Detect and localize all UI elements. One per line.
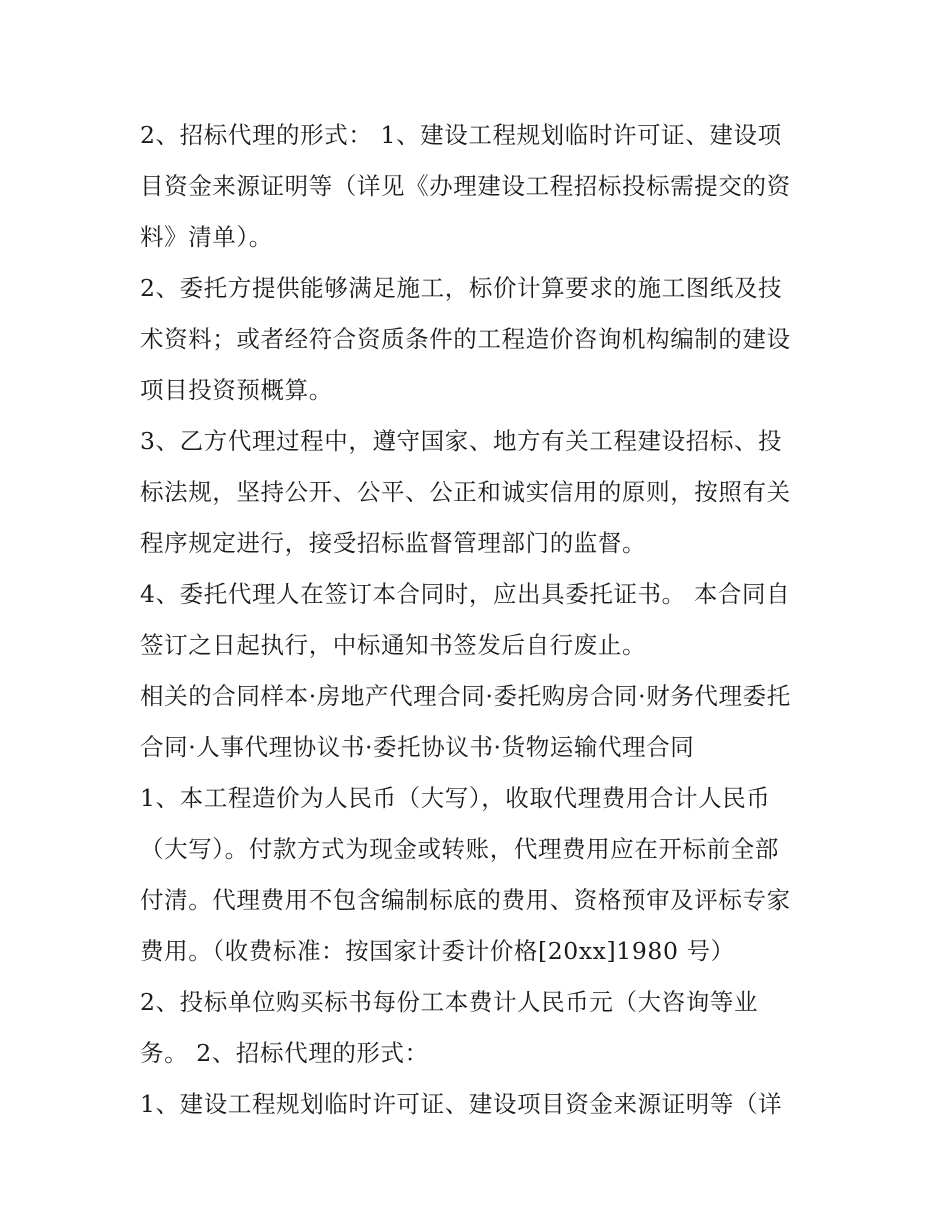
text-line: 相关的合同样本·房地产代理合同·委托购房合同·财务代理委托 [140, 682, 791, 710]
text-line: 3、乙方代理过程中，遵守国家、地方有关工程建设招标、投 [140, 427, 783, 455]
text-line: 务。 2、招标代理的形式： [140, 1039, 429, 1067]
text-line: 4、委托代理人在签订本合同时，应出具委托证书。 本合同自 [140, 580, 791, 608]
text-line: 付清。代理费用不包含编制标底的费用、资格预审及评标专家 [140, 886, 791, 914]
text-line: 程序规定进行，接受招标监督管理部门的监督。 [140, 529, 647, 557]
text-line: 2、委托方提供能够满足施工，标价计算要求的施工图纸及技 [140, 274, 783, 302]
text-line: 项目投资预概算。 [140, 376, 333, 404]
text-line: 标法规，坚持公开、公平、公正和诚实信用的原则，按照有关 [140, 478, 791, 506]
text-line: 2、招标代理的形式： 1、建设工程规划临时许可证、建设项 [140, 121, 782, 149]
text-line: 术资料；或者经符合资质条件的工程造价咨询机构编制的建设 [140, 325, 791, 353]
text-line: 1、建设工程规划临时许可证、建设项目资金来源证明等（详 [140, 1090, 783, 1118]
document-body [140, 110, 820, 1130]
text-line: 2、投标单位购买标书每份工本费计人民币元（大咨询等业 [140, 988, 759, 1016]
text-line: 1、本工程造价为人民币（大写），收取代理费用合计人民币 [140, 784, 771, 812]
text-line: 签订之日起执行，中标通知书签发后自行废止。 [140, 631, 647, 659]
text-line: 目资金来源证明等（详见《办理建设工程招标投标需提交的资 [140, 172, 791, 200]
text-line: 费用。（收费标准：按国家计委计价格[20xx]1980 号） [140, 937, 735, 965]
text-line: （大写）。付款方式为现金或转账，代理费用应在开标前全部 [140, 835, 779, 863]
text-line: 合同·人事代理协议书·委托协议书·货物运输代理合同 [140, 733, 695, 761]
text-line: 料》清单）。 [140, 223, 273, 251]
